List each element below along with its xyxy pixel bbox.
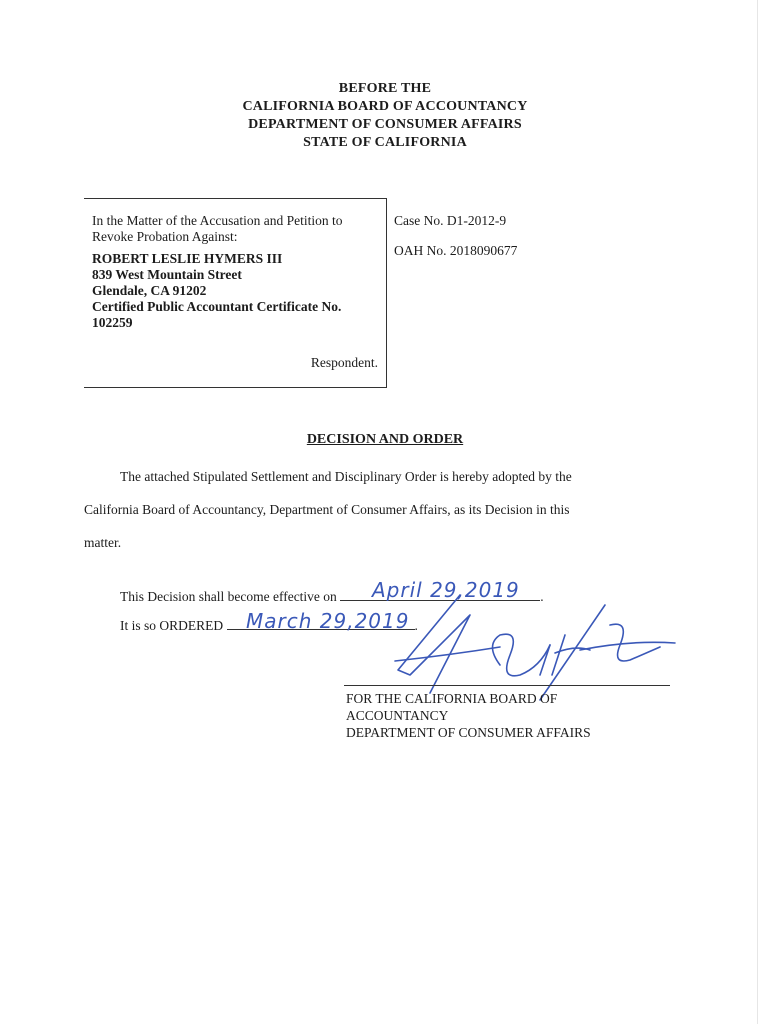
ordered-label: It is so ORDERED xyxy=(120,618,224,633)
signature-line-2: ACCOUNTANCY xyxy=(346,708,449,723)
heading-line-department: DEPARTMENT OF CONSUMER AFFAIRS xyxy=(248,117,522,132)
matter-caption xyxy=(92,213,382,331)
case-numbers xyxy=(394,213,517,259)
matter-line-2: Revoke Probation Against: xyxy=(92,229,238,244)
matter-line-1: In the Matter of the Accusation and Petition to xyxy=(92,213,343,228)
paragraph-line-2: California Board of Accountancy, Department of Consumer Affairs, as its Decision in this xyxy=(84,502,570,517)
effective-date-row: This Decision shall become effective on . xyxy=(120,586,544,605)
certificate-line-1: Certified Public Accountant Certificate No. xyxy=(92,299,342,314)
paragraph-line-3: matter. xyxy=(84,535,122,550)
respondent-city: Glendale, CA 91202 xyxy=(92,283,207,298)
heading-line-state: STATE OF CALIFORNIA xyxy=(303,135,467,150)
paragraph-line-1: The attached Stipulated Settlement and Disciplinary Order is hereby adopted by the xyxy=(120,469,572,484)
oah-number: OAH No. 2018090677 xyxy=(394,243,518,258)
ordered-date-row: It is so ORDERED . xyxy=(120,615,418,634)
signature-line-1: FOR THE CALIFORNIA BOARD OF xyxy=(346,691,558,706)
heading-line-board: CALIFORNIA BOARD OF ACCOUNTANCY xyxy=(242,99,528,114)
decision-paragraph xyxy=(84,460,654,559)
respondent-name: ROBERT LESLIE HYMERS III xyxy=(92,251,283,266)
respondent-street: 839 West Mountain Street xyxy=(92,267,242,282)
document-heading xyxy=(0,80,770,152)
signature-block xyxy=(346,690,591,741)
signature-line xyxy=(344,685,670,686)
heading-line-before: BEFORE THE xyxy=(338,81,432,96)
decision-title: DECISION AND ORDER xyxy=(306,432,464,447)
effective-label: This Decision shall become effective on xyxy=(120,589,337,604)
signature-line-3: DEPARTMENT OF CONSUMER AFFAIRS xyxy=(346,725,591,740)
handwritten-effective-date: April 29,2019 xyxy=(372,578,520,602)
respondent-label: Respondent. xyxy=(310,355,378,370)
certificate-line-2: 102259 xyxy=(92,315,133,330)
case-number: Case No. D1-2012-9 xyxy=(394,213,507,228)
scan-edge xyxy=(757,0,758,1024)
handwritten-ordered-date: March 29,2019 xyxy=(246,609,410,633)
